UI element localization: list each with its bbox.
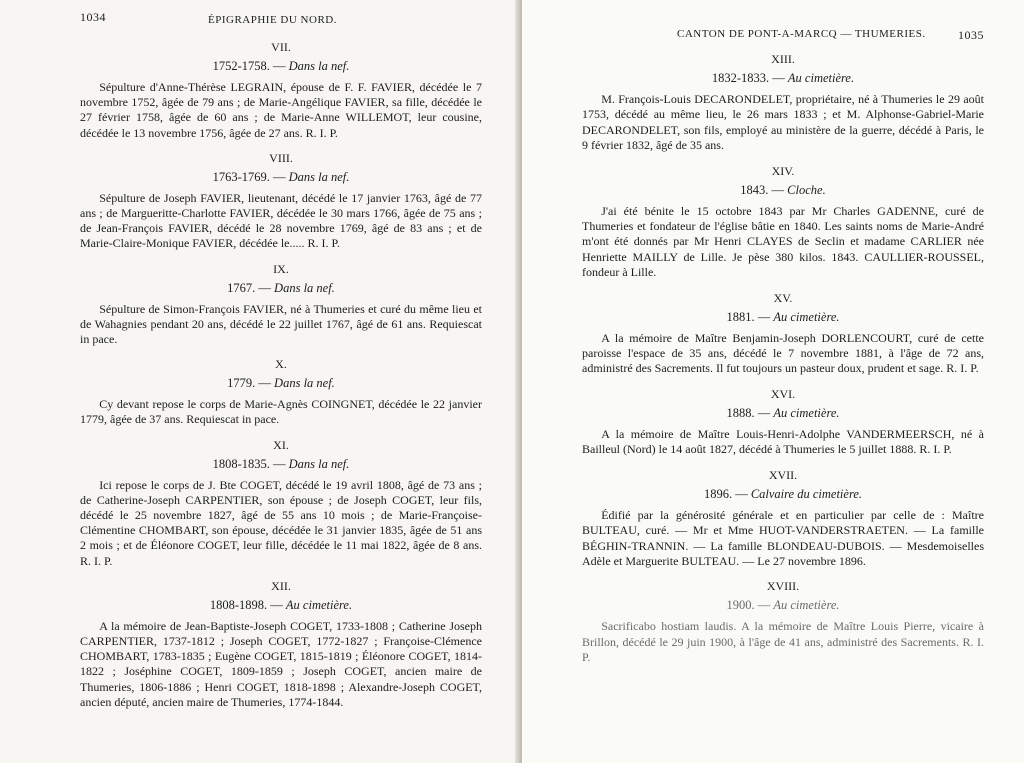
entry-text: A la mémoire de Maître Benjamin-Joseph DORLENCOURT, curé de cette paroisse l'espace de 35 ans, décédé le 7 novembre 1881, à l'âge de 72 ans, administré des Sacrements. Il fut toujours un pasteur doux, prudent et sage. R. I. P. <box>582 330 984 376</box>
entry-x <box>80 357 482 427</box>
entry-separator: — <box>768 182 788 197</box>
entry-date-line <box>80 376 482 391</box>
entry-number: XII. <box>271 578 291 593</box>
entry-date: 1881. <box>726 309 755 324</box>
entry-number: XIII. <box>771 52 795 66</box>
right-page-number: 1035 <box>958 28 984 42</box>
entry-number: XIV. <box>771 163 795 178</box>
entry-text: Édifié par la générosité générale et en particulier par celle de : Maître BULTEAU, curé. — Mr et Mme HUOT-VANDERSTRAETEN. — La famille BÉGHIN-TRANNIN. — La famille BLONDEAU-DUBOIS. — Mesdemoiselles Adèle et Marguerite BULTEAU. — Le 27 novembre 1896. <box>582 507 984 568</box>
entry-date: 1763-1769. <box>212 169 270 184</box>
entry-date: 1832-1833. <box>711 71 770 85</box>
entry-text: J'ai été bénite le 15 octobre 1843 par Mr Charles GADENNE, curé de Thumeries et fondateur de l'église bâtie en 1840. Les saints noms de Marie-André m'ont été donnés par Mr Henri CLAYES de Seclin et madame CARLIER née Henriette MAILLY de Lille. Je pèse 380 kilos. 1843. CAULLIER-ROUSSEL, fondeur à Lille. <box>582 203 984 280</box>
entry-location: Au cimetière. <box>285 597 353 612</box>
entry-separator: — <box>754 598 774 613</box>
entry-text: Cy devant repose le corps de Marie-Agnès COINGNET, décédée le 22 janvier 1779, âgée de 37 ans. Requiescat in pace. <box>80 397 482 427</box>
entry-date-line <box>582 310 984 325</box>
entry-date: 1896. <box>703 486 733 501</box>
entry-separator: — <box>267 597 286 612</box>
entry-date-line <box>582 71 984 86</box>
entry-date-line <box>80 457 482 472</box>
entry-location: Dans la nef. <box>274 280 335 295</box>
entry-date: 1808-1835. <box>212 456 270 471</box>
entry-separator: — <box>269 456 289 471</box>
entry-date-line <box>80 598 482 613</box>
entry-xii <box>80 579 482 710</box>
entry-xiv <box>582 164 984 281</box>
entry-text: Sacrificabo hostiam laudis. A la mémoire de Maître Louis Pierre, vicaire à Brillon, décédé le 29 juin 1900, à l'âge de 41 ans, administré des Sacrements. R. I. P. <box>582 619 984 665</box>
entry-xviii <box>582 579 984 665</box>
entry-number: VII. <box>271 40 291 54</box>
entry-date-line <box>80 59 482 74</box>
entry-viii <box>80 151 482 252</box>
entry-date-line <box>80 170 482 185</box>
entry-separator: — <box>754 405 774 420</box>
entry-date-line <box>582 487 984 502</box>
entry-date: 1808-1898. <box>209 597 268 612</box>
entry-location: Dans la nef. <box>288 169 350 184</box>
entry-number: VIII. <box>269 150 293 165</box>
left-running-title: ÉPIGRAPHIE DU NORD. <box>208 14 337 26</box>
entry-xvii <box>582 468 984 570</box>
entry-text: M. François-Louis DECARONDELET, propriétaire, né à Thumeries le 29 août 1753, décédé au même lieu, le 26 mars 1833 ; et M. Alphonse-Gabriel-Marie DECARONDELET, son fils, employé au ministère de la guerre, décédé à Paris, le 9 février 1832, âgé de 35 ans. <box>582 92 984 153</box>
entry-xv <box>582 291 984 377</box>
entry-date: 1767. <box>227 280 256 295</box>
entry-text: Sépulture d'Anne-Thérèse LEGRAIN, épouse de F. F. FAVIER, décédée le 7 novembre 1752, âgée de 79 ans ; de Marie-Angélique FAVIER, sa fille, décédée le 27 février 1758, âgée de 60 ans ; de Marie-Anne WILLEMOT, leur cousine, décédée le 13 novembre 1756, âgée de 27 ans. R. I. P. <box>80 80 482 140</box>
entry-date: 1843. <box>740 182 769 197</box>
entry-date: 1752-1758. <box>212 59 270 73</box>
entry-number: XVII. <box>768 467 798 482</box>
right-page <box>522 0 1024 763</box>
entry-text: Sépulture de Simon-François FAVIER, né à Thumeries et curé du même lieu et de Wahagnies pendant 20 ans, décédé le 22 juillet 1767, âgé de 61 ans. Requiescat in pace. <box>80 301 482 347</box>
entry-location: Dans la nef. <box>288 59 350 73</box>
entry-xiii <box>582 52 984 154</box>
entry-location: Cloche. <box>787 182 826 197</box>
entry-number: XVI. <box>770 386 796 401</box>
entry-date-line <box>582 598 984 613</box>
entry-text: Ici repose le corps de J. Bte COGET, décédé le 19 avril 1808, âgé de 73 ans ; de Catherine-Joseph CARPENTIER, son épouse ; de Joseph COGET, leur fils, décédé le 25 novembre 1827, âgé de 55 ans 10 mois ; de Marie-Françoise-Clémentine CHOMBART, son épouse, décédée le 31 janvier 1835, âgée de 51 ans 2 mois ; et de Éléonore COGET, leur fille, décédée le 11 mai 1822, âgée de 8 ans. R. I. P. <box>80 477 482 568</box>
entry-number: XVIII. <box>766 579 800 594</box>
entry-number: IX. <box>273 261 289 276</box>
left-page-header <box>80 10 482 30</box>
entry-location: Calvaire du cimetière. <box>750 486 863 501</box>
left-page-number: 1034 <box>80 10 106 24</box>
entry-xi <box>80 438 482 569</box>
entry-separator: — <box>255 280 275 295</box>
entry-separator: — <box>255 376 275 391</box>
entry-date-line <box>582 183 984 198</box>
entry-ix <box>80 262 482 348</box>
entry-text: A la mémoire de Jean-Baptiste-Joseph COGET, 1733-1808 ; Catherine Joseph CARPENTIER, 1737-1812 ; Joseph COGET, 1772-1827 ; Françoise-Clémence CHOMBART, 1783-1835 ; Eugène COGET, 1815-1819 ; Éléonore COGET, 1814-1822 ; Joséphine COGET, 1809-1859 ; Joseph COGET, ancien maire de Thumeries, 1806-1886 ; Henri COGET, 1818-1898 ; Alexandre-Joseph COGET, ancien député, ancien maire de Thumeries, 1774-1844. <box>80 618 482 709</box>
entry-text: A la mémoire de Maître Louis-Henri-Adolphe VANDERMEERSCH, né à Bailleul (Nord) le 14 août 1827, décédé à Thumeries le 5 juillet 1888. R. I. P. <box>582 426 984 457</box>
entry-location: Dans la nef. <box>274 376 335 391</box>
entry-date-line <box>582 406 984 421</box>
entry-date: 1900. <box>726 598 755 613</box>
entry-number: XV. <box>773 290 793 305</box>
entry-date: 1779. <box>227 376 256 391</box>
entry-date-line <box>80 281 482 296</box>
right-running-title: CANTON DE PONT-A-MARCQ — THUMERIES. <box>677 28 926 40</box>
entry-location: Au cimetière. <box>787 71 855 85</box>
right-page-header <box>582 22 984 42</box>
entry-location: Au cimetière. <box>773 598 840 613</box>
entry-location: Au cimetière. <box>773 309 840 324</box>
entry-number: X. <box>275 357 287 372</box>
entry-location: Dans la nef. <box>288 456 350 471</box>
entry-separator: — <box>754 309 774 324</box>
entry-separator: — <box>769 71 788 85</box>
entry-text: Sépulture de Joseph FAVIER, lieutenant, décédé le 17 janvier 1763, âgé de 77 ans ; de Margueritte-Charlotte FAVIER, décédée le 30 mars 1766, âgée de 75 ans ; de Jean-François FAVIER, décédé le 28 novembre 1769, âgé de 83 ans ; et de Marie-Claire-Monique FAVIER, décédée le..... R. I. P. <box>80 190 482 251</box>
entry-location: Au cimetière. <box>773 405 840 420</box>
entry-separator: — <box>269 169 289 184</box>
entry-date: 1888. <box>726 405 755 420</box>
entry-separator: — <box>732 486 751 501</box>
entry-number: XI. <box>273 437 289 452</box>
entry-vii <box>80 40 482 141</box>
entry-separator: — <box>269 59 289 73</box>
entry-xvi <box>582 387 984 458</box>
